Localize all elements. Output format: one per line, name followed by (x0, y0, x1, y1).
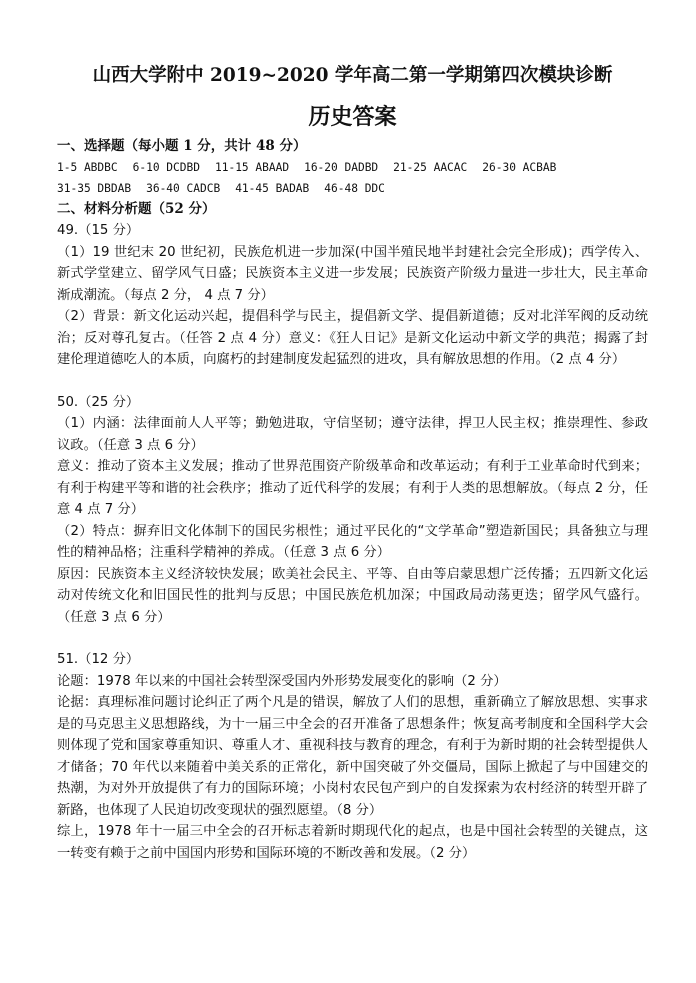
section2-heading: 二、材料分析题（52 分） (57, 201, 216, 217)
q50-part2-reasons: 原因：民族资本主义经济较快发展；欧美社会民主、平等、自由等启蒙思想广泛传播；五四新文化运动对传统文化和旧国民性的批判与反思；中国民族危机加深；中国政局动荡更迭；留学风气盛行。（任意 3 点 6 分） (57, 566, 648, 625)
q50-part1-significance: 意义：推动了资本主义发展；推动了世界范围资产阶级革命和改革运动；有利于工业革命时代到来；有利于构建平等和谐的社会秩序；推动了近代科学的发展；有利于人类的思想解放。（每点 2 分，任意 4 点 7 分） (57, 459, 648, 517)
q51-conclusion: 综上，1978 年十一届三中全会的召开标志着新时期现代化的起点，也是中国社会转型的关键点，这一转变有赖于之前中国国内形势和国际环境的不断改善和发展。（2 分） (57, 824, 648, 861)
mc-answer-group: 26-30 ACBAB (482, 161, 557, 174)
document-title: 山西大学附中 2019~2020 学年高二第一学期第四次模块诊断 (92, 65, 613, 86)
mc-answer-group: 1-5 ABDBC (57, 161, 118, 174)
q49-part2: （2）背景：新文化运动兴起，提倡科学与民主，提倡新文学、提倡新道德；反对北洋军阀的反动统治；反对尊孔复古。（任答 2 点 4 分）意义：《狂人日记》是新文化运动中新文学的典范；揭露了封建伦理道德吃人的本质，向腐朽的封建制度发起猛烈的进攻，具有解放思想的作用。（2 点 4 分） (57, 309, 648, 367)
mc-answer-group: 36-40 CADCB (146, 182, 221, 195)
mc-answers-row-1 (57, 157, 648, 178)
mc-answer-group: 11-15 ABAAD (214, 161, 290, 174)
mc-answer-group: 6-10 DCDBD (132, 161, 200, 174)
q51-label: 51.（12 分） (57, 652, 140, 667)
q50-part2-features: （2）特点：摒弃旧文化体制下的国民劣根性；通过平民化的“文学革命”塑造新国民；具备独立与理性的精神品格；注重科学精神的养成。（任意 3 点 6 分） (57, 523, 648, 560)
document-subtitle: 历史答案 (308, 104, 397, 130)
mc-answer-group: 16-20 DADBD (304, 161, 379, 174)
q50-part1-connotation: （1）内涵：法律面前人人平等；勤勉进取，守信坚韧；遵守法律，捍卫人民主权；推崇理性、参政议政。（任意 3 点 6 分） (57, 416, 648, 453)
q51-evidence: 论据：真理标准问题讨论纠正了两个凡是的错误，解放了人们的思想，重新确立了解放思想、实事求是的马克思主义思想路线，为十一届三中全会的召开准备了思想条件；恢复高考制度和全国科学大会则体现了党和国家尊重知识、尊重人才、重视科技与教育的理念，有利于为新时期的社会转型提供人才储备；70 年代以来随着中美关系的正常化，新中国突破了外交僵局，国际上掀起了与中国建交的热潮，为对外开放提供了有力的国际环境；小岗村农民包产到户的自发探索为农村经济的转型开辟了新路，也体现了人民迫切改变现状的强烈愿望。（8 分） (57, 695, 648, 818)
mc-answer-group: 41-45 BADAB (235, 182, 310, 195)
section1-heading: 一、选择题（每小题 1 分，共计 48 分） (57, 138, 307, 154)
mc-answer-group: 31-35 DBDAB (57, 182, 132, 195)
q49-part1: （1）19 世纪末 20 世纪初，民族危机进一步加深(中国半殖民地半封建社会完全形成)；西学传入、新式学堂建立、留学风气日盛；民族资本主义进一步发展；民族资产阶级力量进一步壮大，民主革命渐成潮流。（每点 2 分， 4 点 7 分） (57, 244, 648, 303)
q50-label: 50.（25 分） (57, 394, 140, 410)
mc-answer-group: 21-25 AACAC (393, 161, 468, 174)
mc-answer-group: 46-48 DDC (324, 182, 385, 195)
spacer (57, 628, 648, 649)
q49-label: 49.（15 分） (57, 223, 140, 238)
mc-answers-row-2 (57, 178, 648, 199)
spacer (57, 371, 648, 392)
q51-thesis: 论题：1978 年以来的中国社会转型深受国内外形势发展变化的影响（2 分） (57, 673, 507, 689)
